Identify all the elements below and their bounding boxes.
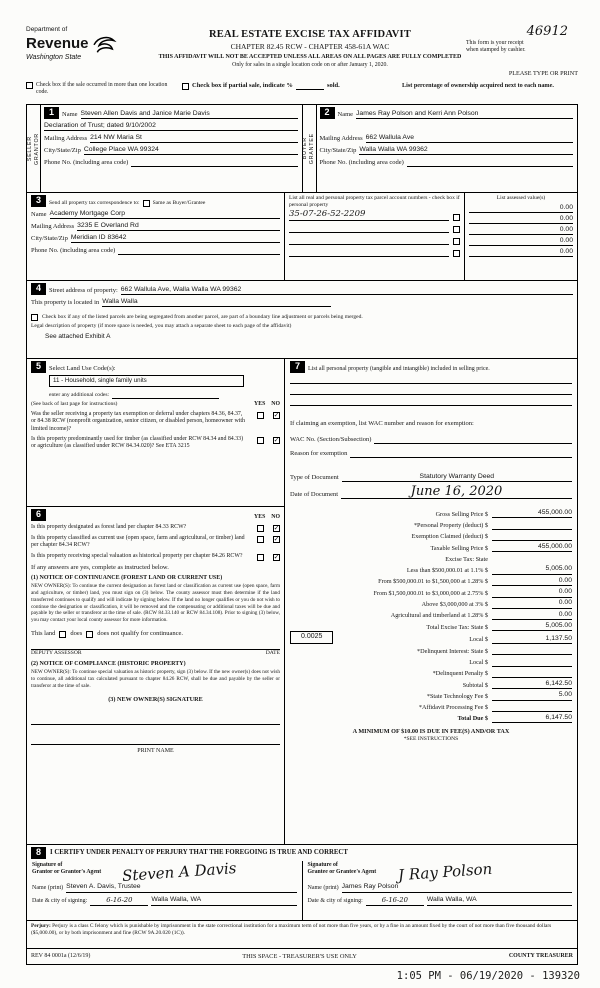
does-not-qualify-checkbox[interactable] bbox=[86, 631, 93, 638]
delinquent-penalty-label: *Delinquent Penalty $ bbox=[432, 670, 488, 678]
parcel-numbers-header: List all real and personal property tax parcel account numbers - check box if personal property bbox=[289, 195, 460, 208]
personal-property-checkbox-3[interactable] bbox=[453, 238, 460, 245]
receipt-note-line2: when stamped by cashier. bbox=[466, 47, 526, 54]
wac-number-field[interactable] bbox=[374, 435, 572, 444]
form-header bbox=[26, 22, 578, 80]
section-8-badge: 8 bbox=[31, 847, 46, 859]
grantee-side-word: GRANTEE bbox=[309, 132, 315, 165]
grantee-name-print-field[interactable]: James Ray Polson bbox=[342, 883, 572, 892]
land-use-section bbox=[27, 359, 284, 507]
additional-codes-label: enter any additional codes: bbox=[49, 391, 110, 398]
wac-number-label: WAC No. (Section/Subsection) bbox=[290, 436, 372, 443]
handwritten-receipt-number: 46912 bbox=[526, 24, 568, 39]
form-warning: THIS AFFIDAVIT WILL NOT BE ACCEPTED UNLESS ALL AREAS ON ALL PAGES ARE FULLY COMPLETED bbox=[158, 53, 462, 60]
affidavit-form bbox=[26, 22, 578, 965]
does-not-label: does not qualify for continuance. bbox=[97, 629, 184, 637]
buyer-name-label: Name bbox=[337, 110, 354, 118]
new-owners-signature-title: (3) NEW OWNER(S) SIGNATURE bbox=[108, 695, 203, 703]
date-of-document-label: Date of Document bbox=[290, 491, 339, 498]
grantor-side-word: GRANTOR bbox=[33, 132, 40, 165]
affidavit-processing-fee-value[interactable] bbox=[492, 703, 572, 712]
assessed-value-3[interactable]: 0.00 bbox=[469, 224, 573, 235]
personal-property-checkbox-4[interactable] bbox=[453, 250, 460, 257]
total-excise-state-label: Total Excise Tax: State $ bbox=[426, 623, 488, 631]
s6-q3-no-checkbox[interactable]: ✓ bbox=[273, 553, 280, 561]
rate-1-28-value[interactable]: 0.00 bbox=[492, 577, 572, 586]
date-of-document-field[interactable]: June 16, 2020 bbox=[341, 486, 572, 499]
corr-mailing-field[interactable]: 3235 E Overland Rd bbox=[77, 222, 280, 231]
legal-description-label: Legal description of property (if more space is needed, you may attach a separate sheet to each page of the affidavit) bbox=[31, 323, 292, 329]
section-1-badge: 1 bbox=[44, 107, 59, 119]
new-owner-signature-line-1[interactable] bbox=[31, 713, 280, 725]
perjury-notice bbox=[27, 921, 577, 949]
agricultural-rate-label: Agricultural and timberland at 1.28% $ bbox=[390, 612, 488, 620]
personal-property-label: List all personal property (tangible and intangible) included in selling price. bbox=[308, 365, 490, 372]
grantee-date-field[interactable]: 6-16-20 bbox=[366, 896, 424, 905]
corr-phone-label: Phone No. (including area code) bbox=[31, 246, 116, 254]
assessed-value-5[interactable]: 0.00 bbox=[469, 246, 573, 257]
grantor-name-print-field[interactable]: Steven A. Davis, Trustee bbox=[66, 883, 296, 892]
forest-land-section bbox=[27, 507, 284, 844]
local-rate-field[interactable]: 0.0025 bbox=[290, 631, 333, 644]
state-technology-fee-value[interactable]: 5.00 bbox=[492, 691, 572, 700]
receipt-note-line1: This form is your receipt bbox=[466, 40, 524, 47]
new-owner-signature-line-2[interactable] bbox=[31, 733, 280, 745]
gross-selling-price-label: Gross Selling Price $ bbox=[435, 510, 488, 518]
notice-continuance-title: (1) NOTICE OF CONTINUANCE (FOREST LAND OR CURRENT USE) bbox=[31, 574, 223, 581]
grantee-city-field[interactable]: Walla Walla, WA bbox=[427, 896, 572, 905]
multi-location-checkbox[interactable] bbox=[26, 82, 33, 89]
perjury-text: Perjury is a class C felony which is punishable by imprisonment in the state correctional institution for a maximum term of not more than five years, or by a fine in an amount fixed by the court of not more than five thousand dollars ($5,000.00), or by both imprisonment and fine (RCW 9A.20.020 (1C)). bbox=[31, 923, 552, 936]
buyer-city-field[interactable]: Walla Walla WA 99362 bbox=[359, 146, 573, 155]
buyer-phone-label: Phone No. (including area code) bbox=[319, 158, 404, 166]
grantor-signature[interactable]: Steven A Davis bbox=[121, 859, 237, 885]
s5-no-header: NO bbox=[271, 400, 280, 407]
deputy-assessor-label: DEPUTY ASSESSOR bbox=[31, 649, 82, 656]
taxable-selling-price-label: Taxable Selling Price $ bbox=[430, 544, 488, 552]
parcel-number-field-2[interactable] bbox=[289, 224, 449, 233]
certification-section bbox=[27, 845, 577, 921]
seller-city-field[interactable]: College Place WA 99324 bbox=[84, 146, 298, 155]
additional-codes-field[interactable] bbox=[112, 390, 219, 399]
local-tax-label: Local $ bbox=[469, 636, 488, 644]
street-address-label: Street address of property: bbox=[49, 286, 118, 294]
type-of-document-field[interactable]: Statutory Warranty Deed bbox=[342, 473, 572, 482]
same-as-buyer-checkbox[interactable] bbox=[143, 200, 150, 207]
legal-description-field[interactable]: See attached Exhibit A bbox=[45, 332, 111, 340]
seller-mailing-field[interactable]: 214 NW Maria St bbox=[90, 134, 297, 143]
washington-state-label: Washington State bbox=[26, 54, 82, 62]
same-as-buyer-label: Same as Buyer/Grantee bbox=[152, 200, 206, 207]
excise-tax-state-header: Excise Tax: State bbox=[445, 555, 488, 563]
grantor-date-city-label: Date & city of signing: bbox=[32, 898, 88, 905]
s6-question-historic: Is this property receiving special valuation as historical property per chapter 84.26 RCW? bbox=[31, 552, 243, 559]
assessed-value-4[interactable]: 0.00 bbox=[469, 235, 573, 246]
s5-q2-no-checkbox[interactable]: ✓ bbox=[273, 437, 280, 445]
buyer-side-word: BUYER bbox=[302, 137, 309, 160]
parcel-number-field-1[interactable]: 35-07-26-52-2209 bbox=[289, 209, 449, 221]
form-subtitle: CHAPTER 82.45 RCW - CHAPTER 458-61A WAC bbox=[230, 42, 390, 52]
grantor-sig-label-2: Grantor or Grantor's Agent bbox=[32, 868, 102, 875]
partial-sale-suffix: sold. bbox=[326, 82, 340, 89]
grantee-sig-label-2: Grantee or Grantee's Agent bbox=[307, 868, 377, 875]
subtotal-label: Subtotal $ bbox=[462, 681, 488, 689]
delinquent-interest-local-value[interactable] bbox=[492, 658, 572, 667]
taxable-selling-price-value[interactable]: 455,000.00 bbox=[492, 543, 572, 552]
grantor-date-field[interactable]: 6-16-20 bbox=[90, 896, 148, 905]
type-of-document-label: Type of Document bbox=[290, 474, 339, 481]
seller-grantor-box bbox=[27, 105, 302, 192]
rate-1-28-label: From $500,000.01 to $1,500,000 at 1.28% $ bbox=[378, 578, 488, 586]
buyer-mailing-field[interactable]: 662 Wallula Ave bbox=[366, 134, 573, 143]
seller-side-word: SELLER bbox=[26, 135, 33, 162]
seller-city-label: City/State/Zip bbox=[44, 146, 81, 154]
see-back-note: (See back of last page for instructions) bbox=[31, 400, 118, 407]
corr-city-field[interactable]: Meridian ID 83642 bbox=[71, 234, 280, 243]
does-qualify-checkbox[interactable] bbox=[59, 631, 66, 638]
treasurer-space-label: THIS SPACE - TREASURER'S USE ONLY bbox=[242, 952, 357, 960]
grantee-signature-block bbox=[302, 861, 578, 920]
personal-property-line-2[interactable] bbox=[290, 384, 572, 395]
seller-mailing-label: Mailing Address bbox=[44, 134, 88, 142]
located-in-field[interactable]: Walla Walla bbox=[102, 298, 331, 307]
buyer-mailing-label: Mailing Address bbox=[319, 134, 363, 142]
form-footer bbox=[27, 949, 577, 964]
rate-3-value[interactable]: 0.00 bbox=[492, 599, 572, 608]
notice-continuance-text: NEW OWNER(S): To continue the current designation as forest land or classification as current use (open space, farm and agriculture, or timber) land, you must sign on (3) below. The county assessor must then determine if the land transferred continues to qualify and will indicate by signing below. If the land no longer qualifies or you do not wish to continue the designation or classification, it will be removed and the compensating or additional taxes will be due and payable by the seller or transferor at the time of sale. (RCW 84.33.140 or RCW 84.34.108). Prior to signing (3) below, you may contact your local county assessor for more information. bbox=[31, 583, 280, 624]
partial-sale-percent-field[interactable] bbox=[296, 83, 324, 90]
form-body-box bbox=[26, 104, 578, 965]
notice-compliance-text: NEW OWNER(S): To continue special valuation as historic property, sign (3) below. If the new owner(s) does not wish to continue, all additional tax calculated pursuant to chapter 84.26 RCW, shall be due and payable by the seller or transferor at the time of sale. bbox=[31, 669, 280, 689]
personal-property-line-3[interactable] bbox=[290, 395, 572, 406]
grantee-sig-label-1: Signature of bbox=[307, 862, 338, 868]
delinquent-interest-state-label: *Delinquent Interest: State $ bbox=[417, 647, 488, 655]
total-due-label: Total Due $ bbox=[457, 715, 488, 723]
reason-exemption-label: Reason for exemption bbox=[290, 450, 348, 457]
seller-name-field[interactable]: Steven Allen Davis and Janice Marie Davis bbox=[81, 110, 298, 119]
grantee-signature[interactable]: J Ray Polson bbox=[396, 859, 493, 885]
rate-1-1-value[interactable]: 5,005.00 bbox=[492, 565, 572, 574]
s6-q2-yes-checkbox[interactable] bbox=[257, 536, 264, 543]
rate-1-1-label: Less than $500,000.01 at 1.1% $ bbox=[406, 567, 488, 575]
total-excise-state-value[interactable]: 5,005.00 bbox=[492, 622, 572, 631]
s6-yes-header: YES bbox=[254, 513, 266, 520]
seller-phone-label: Phone No. (including area code) bbox=[44, 158, 129, 166]
personal-property-line-1[interactable] bbox=[290, 373, 572, 384]
assessed-values-header: List assessed value(s) bbox=[496, 195, 546, 201]
s5-q1-yes-checkbox[interactable] bbox=[257, 412, 264, 419]
personal-property-section bbox=[285, 359, 577, 844]
delinquent-interest-state-value[interactable] bbox=[492, 646, 572, 655]
buyer-name-field[interactable]: James Ray Polson and Kerri Ann Polson bbox=[356, 110, 573, 119]
s5-question-exemption: Was the seller receiving a property tax exemption or deferral under chapters 84.36, 84.37, or 84.38 RCW (nonprofit organization, senior citizen, or disabled person, homeowner with limited income)? bbox=[31, 410, 245, 432]
this-land-label: This land bbox=[31, 629, 56, 637]
county-treasurer-label: COUNTY TREASURER bbox=[508, 952, 573, 959]
subtotal-value[interactable]: 6,142.50 bbox=[492, 680, 572, 689]
s6-no-header: NO bbox=[271, 513, 280, 520]
exemption-claimed-value[interactable] bbox=[492, 532, 572, 541]
revenue-logo bbox=[26, 22, 154, 80]
seller-phone-field[interactable] bbox=[131, 158, 297, 167]
ownership-percentage-note: List percentage of ownership acquired next to each name. bbox=[402, 82, 554, 89]
deputy-date-label: DATE bbox=[265, 649, 280, 656]
s6-q1-no-checkbox[interactable]: ✓ bbox=[273, 525, 280, 532]
please-type-or-print-label: PLEASE TYPE OR PRINT bbox=[508, 70, 578, 78]
grantee-date-city-label: Date & city of signing: bbox=[307, 898, 363, 905]
street-address-field[interactable]: 662 Wallula Ave, Walla Walla WA 99362 bbox=[121, 286, 573, 295]
personal-property-checkbox-2[interactable] bbox=[453, 226, 460, 233]
assessed-value-2[interactable]: 0.00 bbox=[469, 213, 573, 224]
s6-question-forest: Is this property designated as forest land per chapter 84.33 RCW? bbox=[31, 524, 187, 530]
partial-sale-label: Check box if partial sale, indicate % bbox=[192, 82, 293, 89]
does-label: does bbox=[70, 629, 83, 637]
segregated-label: Check box if any of the listed parcels are being segregated from another parcel, are part of a boundary line adjustment or parcels being merged. bbox=[42, 314, 363, 321]
corr-name-label: Name bbox=[31, 210, 47, 218]
tax-correspondence-section bbox=[27, 193, 577, 281]
rate-3-label: Above $3,000,000 at 3% $ bbox=[421, 601, 488, 609]
section-6-badge: 6 bbox=[31, 509, 46, 521]
corr-mailing-label: Mailing Address bbox=[31, 222, 75, 230]
grantor-name-print-label: Name (print) bbox=[32, 885, 64, 892]
partial-sale-checkbox[interactable] bbox=[182, 83, 189, 90]
corr-phone-field[interactable] bbox=[118, 246, 280, 255]
s6-q2-no-checkbox[interactable]: ✓ bbox=[273, 536, 280, 543]
land-use-label: Select Land Use Code(s): bbox=[49, 364, 116, 372]
buyer-phone-field[interactable] bbox=[407, 158, 573, 167]
grantor-city-field[interactable]: Walla Walla, WA bbox=[151, 896, 296, 905]
seller-side-label bbox=[27, 105, 41, 192]
parcel-number-field-3[interactable] bbox=[289, 236, 449, 245]
cashier-timestamp: 1:05 PM - 06/19/2020 - 139320 bbox=[396, 970, 580, 982]
certify-statement: I CERTIFY UNDER PENALTY OF PERJURY THAT THE FOREGOING IS TRUE AND CORRECT bbox=[50, 848, 348, 856]
section-4-badge: 4 bbox=[31, 283, 46, 295]
section-2-badge: 2 bbox=[320, 107, 335, 119]
rate-2-75-label: From $1,500,000.01 to $3,000,000 at 2.75% $ bbox=[373, 589, 488, 597]
exemption-claimed-label: Exemption Claimed (deduct) $ bbox=[411, 533, 488, 541]
agricultural-rate-value[interactable]: 0.00 bbox=[492, 611, 572, 620]
parties-section bbox=[27, 105, 577, 193]
land-use-code-field[interactable]: 11 - Household, single family units bbox=[49, 375, 244, 387]
personal-property-deduct-label: *Personal Property (deduct) $ bbox=[413, 521, 488, 529]
reason-exemption-field[interactable] bbox=[350, 449, 572, 458]
section-7-badge: 7 bbox=[290, 361, 305, 373]
see-instructions-note: *SEE INSTRUCTIONS bbox=[403, 735, 459, 742]
if-yes-note: If any answers are yes, complete as instructed below. bbox=[31, 563, 169, 571]
delinquent-interest-local-label: Local $ bbox=[469, 658, 488, 666]
delinquent-penalty-value[interactable] bbox=[492, 669, 572, 678]
segregated-checkbox[interactable] bbox=[31, 314, 38, 321]
s6-q1-yes-checkbox[interactable] bbox=[257, 525, 264, 532]
rate-2-75-value[interactable]: 0.00 bbox=[492, 588, 572, 597]
corr-city-label: City/State/Zip bbox=[31, 234, 68, 242]
revenue-label: Revenue bbox=[26, 34, 89, 52]
personal-property-checkbox-1[interactable] bbox=[453, 214, 460, 221]
exemption-note: If claiming an exemption, list WAC number and reason for exemption: bbox=[290, 420, 474, 427]
property-address-section bbox=[27, 281, 577, 359]
affidavit-processing-fee-label: *Affidavit Processing Fee $ bbox=[418, 704, 488, 712]
total-due-value[interactable]: 6,147.50 bbox=[492, 714, 572, 723]
section-5-badge: 5 bbox=[31, 361, 46, 373]
revenue-swirl-icon bbox=[91, 34, 117, 54]
buyer-side-label bbox=[303, 105, 317, 192]
perjury-title: Perjury: bbox=[31, 923, 51, 929]
s6-question-current-use: Is this property classified as current use (open space, farm and agricultural, or timber) land per chapter 84.34 RCW? bbox=[31, 535, 245, 549]
grantee-name-print-label: Name (print) bbox=[307, 885, 339, 892]
parcel-number-field-4[interactable] bbox=[289, 248, 449, 257]
s5-q2-yes-checkbox[interactable] bbox=[257, 437, 264, 444]
section-3-badge: 3 bbox=[31, 195, 46, 207]
corr-name-field[interactable]: Academy Mortgage Corp bbox=[50, 210, 280, 219]
notice-compliance-title: (2) NOTICE OF COMPLIANCE (HISTORIC PROPERTY) bbox=[31, 660, 186, 667]
s6-q3-yes-checkbox[interactable] bbox=[257, 554, 264, 561]
multi-location-label: Check box if the sale occurred in more than one location code. bbox=[36, 82, 168, 96]
local-tax-value[interactable]: 1,137.50 bbox=[492, 635, 572, 644]
assessed-value-1[interactable]: 0.00 bbox=[469, 202, 573, 213]
s5-q1-no-checkbox[interactable]: ✓ bbox=[273, 411, 280, 419]
dept-of-label: Department of bbox=[26, 26, 68, 33]
personal-property-deduct-value[interactable] bbox=[492, 521, 572, 530]
single-location-note: Only for sales in a single location code on or after January 1, 2020. bbox=[232, 62, 388, 68]
seller-name-label: Name bbox=[62, 110, 78, 118]
state-technology-fee-label: *State Technology Fee $ bbox=[426, 692, 488, 700]
located-in-label: This property is located in bbox=[31, 298, 100, 306]
buyer-city-label: City/State/Zip bbox=[319, 146, 357, 154]
deputy-assessor-signature-line[interactable] bbox=[31, 638, 280, 650]
grantor-signature-block bbox=[27, 861, 302, 920]
form-title: REAL ESTATE EXCISE TAX AFFIDAVIT bbox=[208, 29, 412, 40]
top-checkbox-row bbox=[26, 82, 578, 104]
minimum-due-note: A MINIMUM OF $10.00 IS DUE IN FEE(S) AND/OR TAX bbox=[352, 728, 510, 736]
seller-name-field-2[interactable]: Declaration of Trust; dated 9/10/2002 bbox=[44, 122, 298, 131]
s5-question-timber: Is this property predominantly used for timber (as classified under RCW 84.34 and 84.33) or agriculture (as classified under RCW 84.34.020)? See ETA 3215 bbox=[31, 436, 244, 450]
s5-yes-header: YES bbox=[254, 400, 266, 407]
buyer-grantee-box bbox=[302, 105, 578, 192]
gross-selling-price-value[interactable]: 455,000.00 bbox=[492, 509, 572, 518]
rev-form-number: REV 84 0001a (12/6/19) bbox=[31, 952, 91, 959]
print-name-label: PRINT NAME bbox=[137, 748, 174, 755]
send-correspondence-label: Send all property tax correspondence to: bbox=[49, 200, 140, 207]
grantor-sig-label-1: Signature of bbox=[32, 862, 63, 868]
main-columns bbox=[27, 359, 577, 845]
